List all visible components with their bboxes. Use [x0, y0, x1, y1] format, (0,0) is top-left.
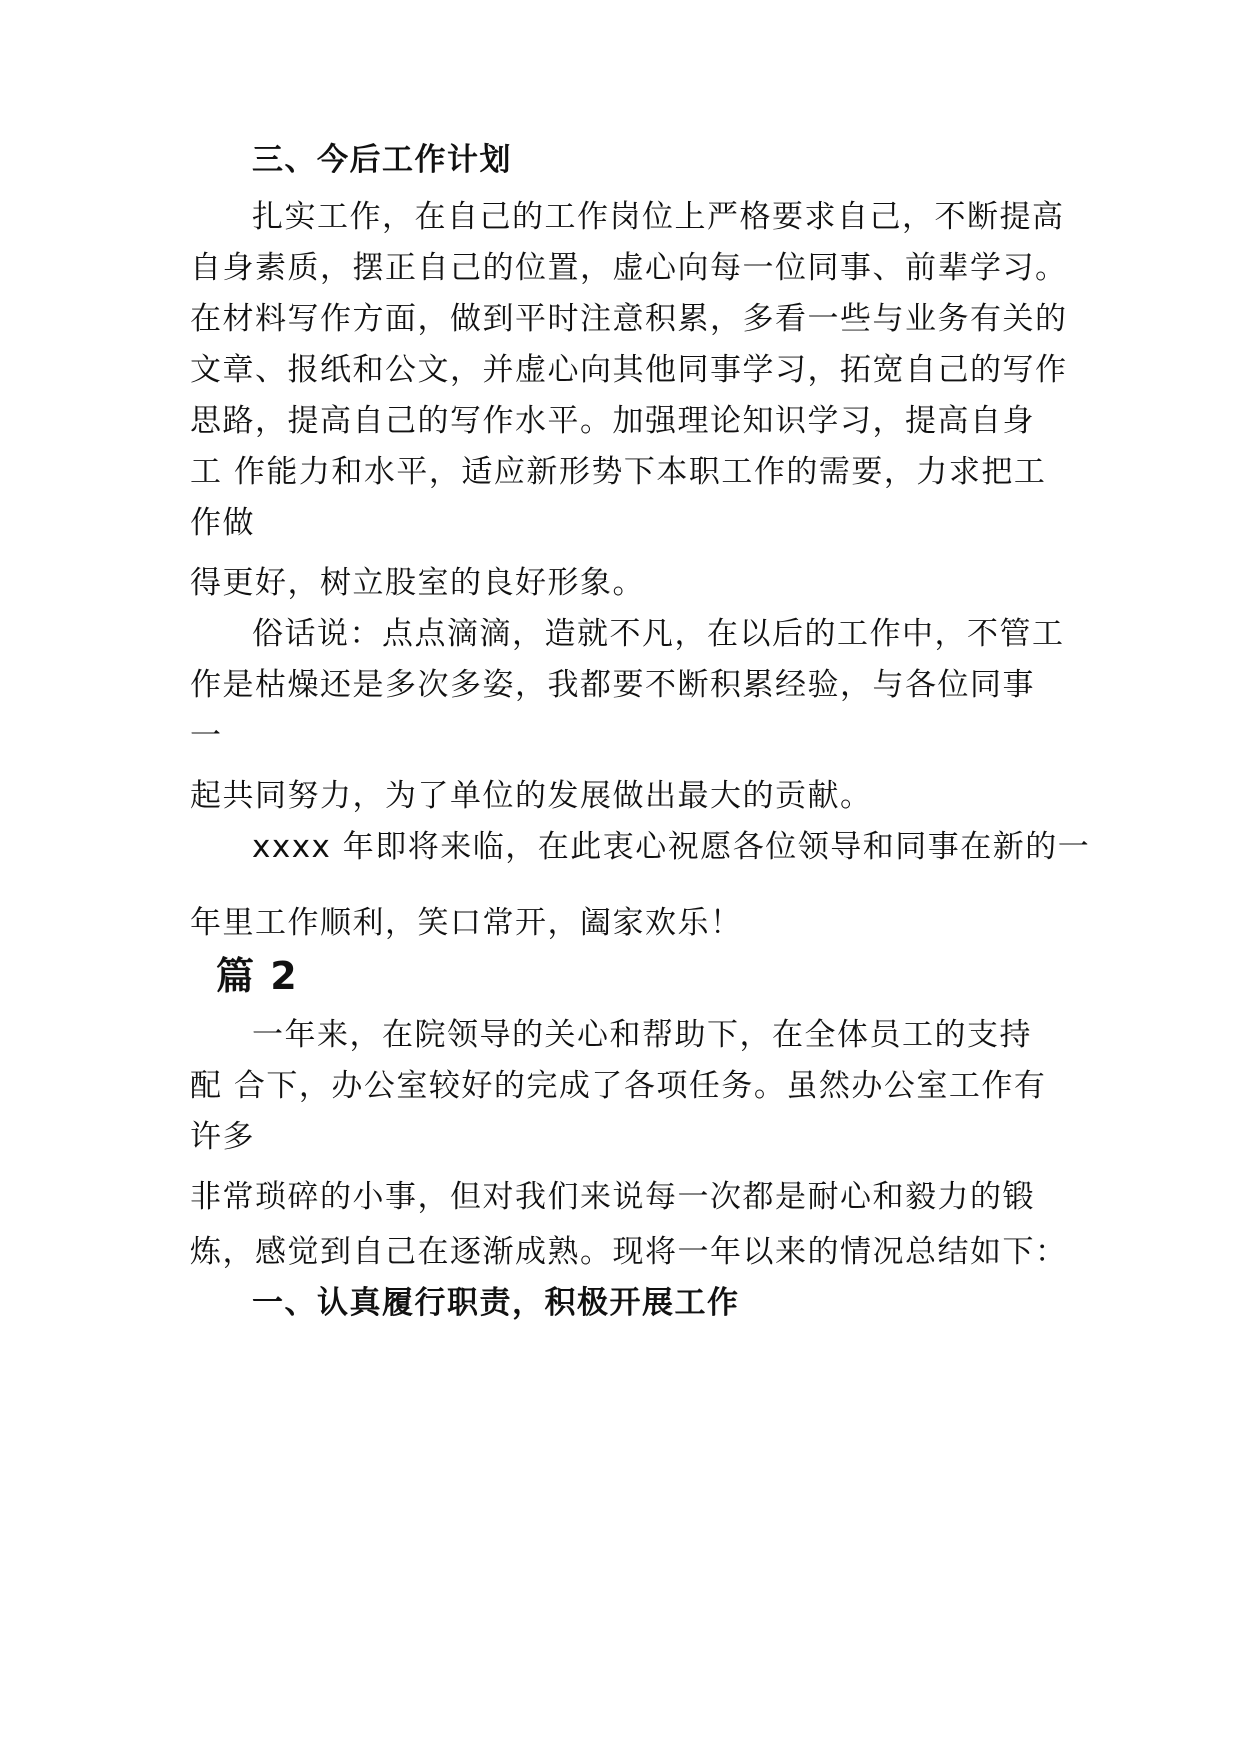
paragraph-line: 非常琐碎的小事，但对我们来说每一次都是耐心和毅力的锻 — [190, 1179, 1035, 1215]
paragraph-line: 起共同努力，为了单位的发展做出最大的贡献。 — [190, 778, 873, 814]
paragraph-line: 作是枯燥还是多次多姿，我都要不断积累经验，与各位同事 — [190, 667, 1035, 703]
paragraph-line: 得更好，树立股室的良好形象。 — [190, 565, 645, 601]
section-heading: 一、认真履行职责，积极开展工作 — [252, 1285, 740, 1321]
paragraph-line: 扎实工作，在自己的工作岗位上严格要求自己，不断提高 — [252, 199, 1065, 235]
paragraph-line: 自身素质，摆正自己的位置，虚心向每一位同事、前辈学习。 — [190, 250, 1068, 286]
part-heading: 篇 2 — [216, 954, 299, 998]
paragraph-line: 一 — [190, 718, 223, 754]
paragraph-line: 俗话说：点点滴滴，造就不凡，在以后的工作中，不管工 — [252, 616, 1065, 652]
paragraph-line: 在材料写作方面，做到平时注意积累，多看一些与业务有关的 — [190, 301, 1068, 337]
paragraph-line: 年里工作顺利，笑口常开，阖家欢乐！ — [190, 905, 743, 941]
paragraph-line: 作做 — [190, 505, 255, 541]
paragraph-line: 一年来，在院领导的关心和帮助下，在全体员工的支持 — [252, 1017, 1032, 1053]
paragraph-line: 炼，感觉到自己在逐渐成熟。现将一年以来的情况总结如下： — [190, 1234, 1068, 1270]
paragraph-line: 工 作能力和水平，适应新形势下本职工作的需要，力求把工 — [190, 454, 1047, 490]
section-heading: 三、今后工作计划 — [252, 142, 512, 178]
paragraph-line: 思路，提高自己的写作水平。加强理论知识学习，提高自身 — [190, 403, 1035, 439]
paragraph-line: 许多 — [190, 1119, 255, 1155]
paragraph-line: 文章、报纸和公文，并虚心向其他同事学习，拓宽自己的写作 — [190, 352, 1068, 388]
paragraph-line: xxxx 年即将来临，在此衷心祝愿各位领导和同事在新的一 — [252, 829, 1091, 865]
paragraph-line: 配 合下，办公室较好的完成了各项任务。虽然办公室工作有 — [190, 1068, 1047, 1104]
